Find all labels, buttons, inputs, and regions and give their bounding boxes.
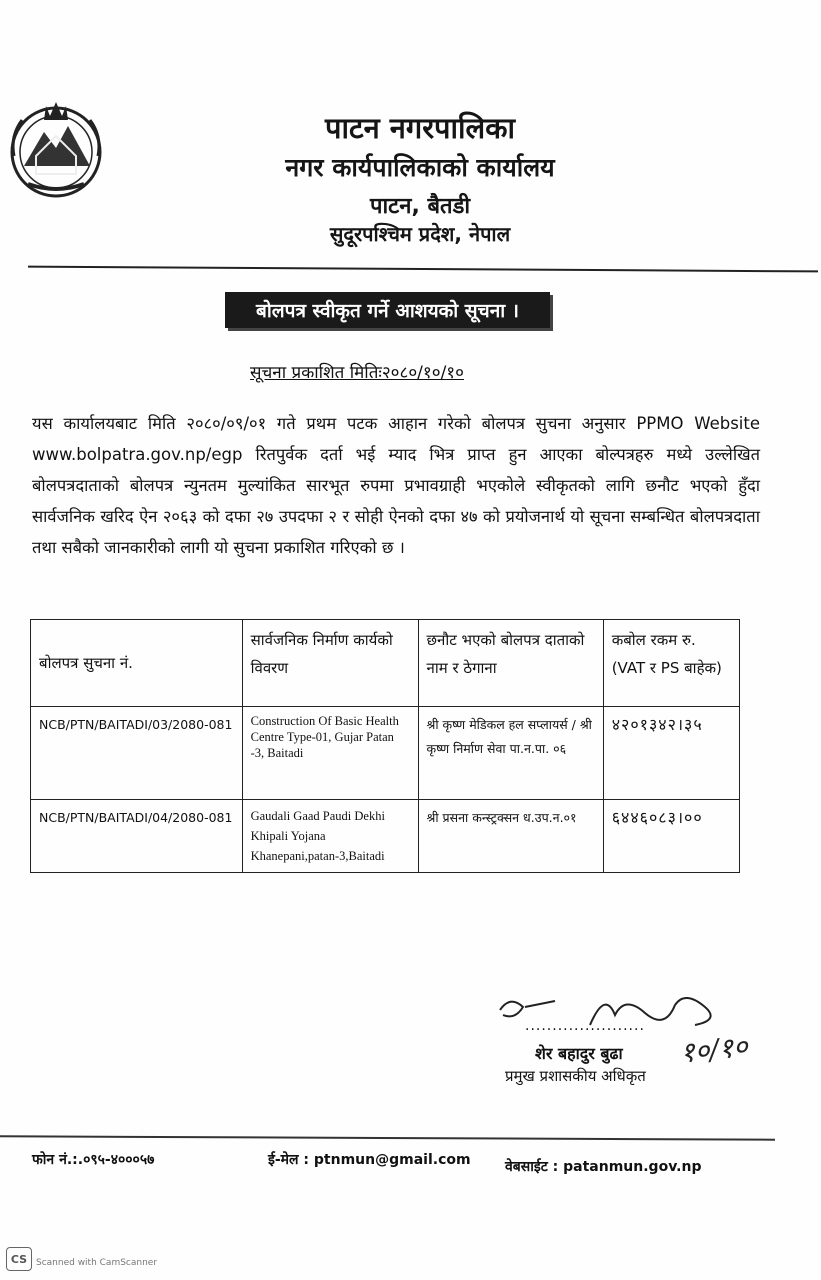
cell-notice-no: NCB/PTN/BAITADI/04/2080-081 (31, 800, 243, 873)
header-notice-no: बोलपत्र सुचना नं. (31, 620, 243, 707)
notice-title: बोलपत्र स्वीकृत गर्ने आशयको सूचना । (225, 292, 550, 328)
bid-table (30, 619, 740, 873)
office-name: नगर कार्यपालिकाको कार्यालय (285, 153, 555, 182)
table-row (31, 707, 740, 800)
notice-body: यस कार्यालयबाट मिति २०८०/०९/०१ गते प्रथम पटक आहान गरेको बोलपत्र सुचना अनुसार PPMO Website www.bolpatra.gov.np/egp रितपुर्वक दर्ता भई म्याद भित्र प्राप्त हुन आएका बोल्पत्रहरु मध्ये उल्लेखित बोलपत्रदाताको बोलपत्र न्युनतम मुल्यांकित सारभूत रुपमा प्रभावग्राही भएकोले स्वीकृतको लागि छनौट भएको हुँदा सार्वजनिक खरिद ऐन २०६३ को दफा २७ उपदफा २ र सोही ऐनको दफा ४७ को प्रयोजनार्थ यो सूचना सम्बन्धित बोलपत्रदाता तथा सबैको जानकारीको लागी यो सुचना प्रकाशित गरिएको छ । (32, 414, 760, 557)
footer-phone: फोन नं.:.०९५-४०००५७ (32, 1152, 155, 1168)
cell-bidder: श्री प्रसना कन्स्ट्रक्सन ध.उप.न.०१ (418, 800, 603, 873)
footer-website: वेबसाईट : patanmun.gov.np (505, 1159, 702, 1175)
header-bidder: छनौट भएको बोलपत्र दाताको नाम र ठेगाना (418, 620, 603, 707)
scanner-watermark: Scanned with CamScanner (36, 1258, 158, 1268)
office-location: पाटन, बैतडी (369, 194, 471, 219)
cell-work: Construction Of Basic Health Centre Type-01, Gujar Patan -3, Baitadi (242, 707, 418, 800)
signatory-name: शेर बहादुर बुढा (535, 1044, 623, 1063)
cell-work: Gaudali Gaad Paudi Dekhi Khipali Yojana Khanepani,patan-3,Baitadi (242, 800, 418, 873)
header-work: सार्वजनिक निर्माण कार्यको विवरण (242, 620, 418, 707)
handwritten-date: १०/१० (678, 1029, 750, 1070)
municipality-name: पाटन नगरपालिका (324, 111, 515, 145)
cell-bidder: श्री कृष्ण मेडिकल हल सप्लायर्स / श्री कृष्ण निर्माण सेवा पा.न.पा. ०६ (418, 707, 603, 800)
signatory-title: प्रमुख प्रशासकीय अधिकृत (505, 1067, 646, 1085)
footer-email: ई-मेल : ptnmun@gmail.com (268, 1152, 471, 1168)
province-name: सुदूरपश्चिम प्रदेश, नेपाल (329, 222, 511, 246)
camscanner-logo-icon: CS (6, 1247, 32, 1271)
cell-notice-no: NCB/PTN/BAITADI/03/2080-081 (31, 707, 243, 800)
cell-amount: ४२०१३४२।३५ (603, 707, 739, 800)
signature-line: ...................... (525, 1018, 645, 1034)
table-row (31, 800, 740, 873)
cell-amount: ६४४६०८३।०० (603, 800, 739, 873)
municipality-logo-icon (6, 96, 106, 200)
publication-date: सूचना प्रकाशित मितिः२०८०/१०/१० (250, 363, 464, 383)
table-header-row (31, 620, 740, 707)
header-amount: कबोल रकम रु. (VAT र PS बाहेक) (603, 620, 739, 707)
footer-divider (0, 1135, 775, 1140)
header-divider (28, 266, 818, 273)
